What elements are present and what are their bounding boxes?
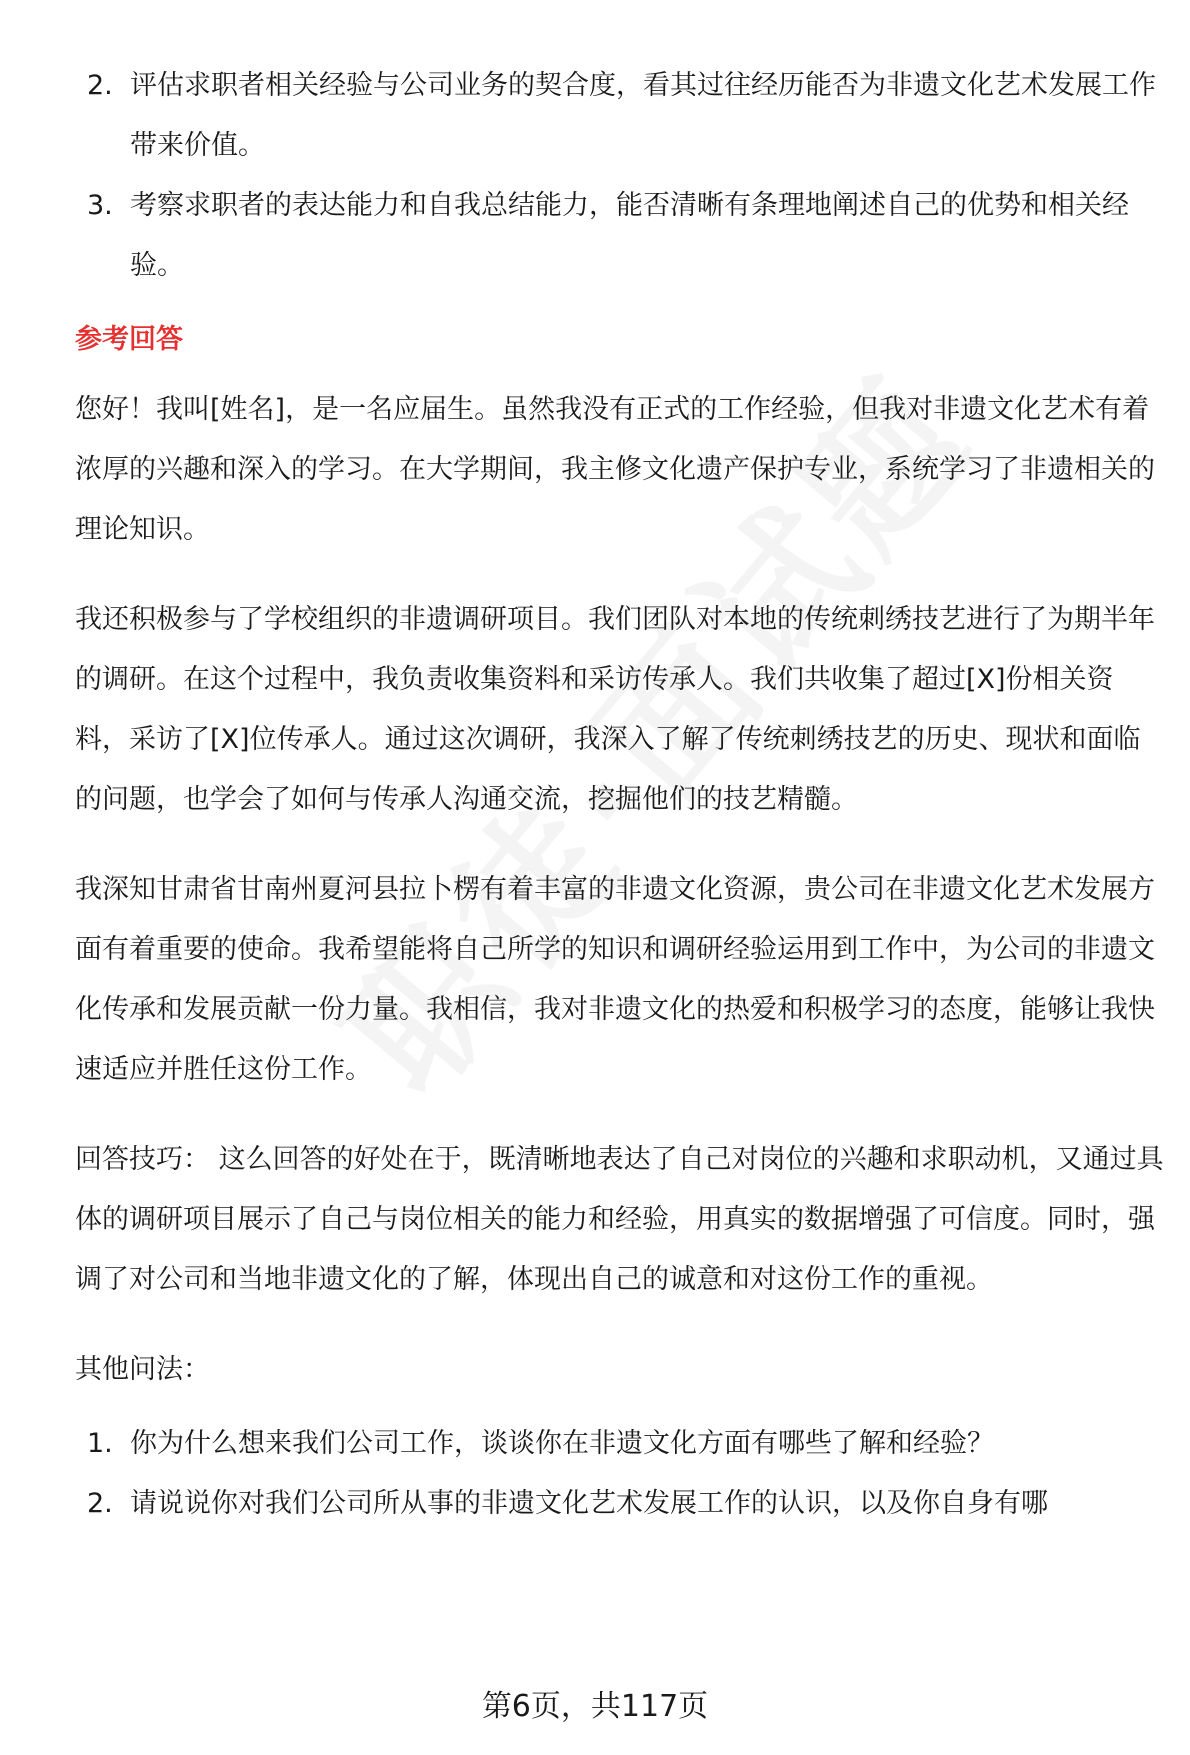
list-item (75, 56, 1165, 176)
list-number: 1. (87, 1428, 113, 1459)
list-number: 2. (87, 1488, 113, 1519)
answer-tips: 回答技巧： 这么回答的好处在于，既清晰地表达了自己对岗位的兴趣和求职动机，又通过具体的调研项目展示了自己与岗位相关的能力和经验，用真实的数据增强了可信度。同时，强调了对公司和当地非遗文化的了解，体现出自己的诚意和对这份工作的重视。 (75, 1144, 1164, 1295)
list-item (75, 1414, 1165, 1474)
list-item (75, 1474, 1165, 1534)
list-text: 你为什么想来我们公司工作，谈谈你在非遗文化方面有哪些了解和经验？ (130, 1428, 994, 1459)
paragraph: 您好！我叫[姓名]，是一名应届生。虽然我没有正式的工作经验，但我对非遗文化艺术有着浓厚的兴趣和深入的学习。在大学期间，我主修文化遗产保护专业，系统学习了非遗相关的理论知识。 (75, 394, 1155, 545)
other-questions-title: 其他问法： (75, 1354, 210, 1385)
list-number: 2. (87, 70, 113, 101)
list-text: 评估求职者相关经验与公司业务的契合度，看其过往经历能否为非遗文化艺术发展工作带来价值。 (130, 70, 1156, 161)
page-content (75, 56, 1165, 1534)
list-number: 3. (87, 190, 113, 221)
answer-title: 参考回答 (75, 324, 183, 355)
list-text: 考察求职者的表达能力和自我总结能力，能否清晰有条理地阐述自己的优势和相关经验。 (130, 190, 1129, 281)
page-number-footer: 第6页，共117页 (481, 1689, 709, 1724)
list-text: 请说说你对我们公司所从事的非遗文化艺术发展工作的认识，以及你自身有哪 (130, 1488, 1048, 1519)
paragraph: 我还积极参与了学校组织的非遗调研项目。我们团队对本地的传统刺绣技艺进行了为期半年的调研。在这个过程中，我负责收集资料和采访传承人。我们共收集了超过[X]份相关资料，采访了[X]位传承人。通过这次调研，我深入了解了传统刺绣技艺的历史、现状和面临的问题，也学会了如何与传承人沟通交流，挖掘他们的技艺精髓。 (75, 604, 1155, 815)
paragraph: 我深知甘肃省甘南州夏河县拉卜楞有着丰富的非遗文化资源，贵公司在非遗文化艺术发展方面有着重要的使命。我希望能将自己所学的知识和调研经验运用到工作中，为公司的非遗文化传承和发展贡献一份力量。我相信，我对非遗文化的热爱和积极学习的态度，能够让我快速适应并胜任这份工作。 (75, 874, 1155, 1085)
list-item (75, 176, 1165, 296)
